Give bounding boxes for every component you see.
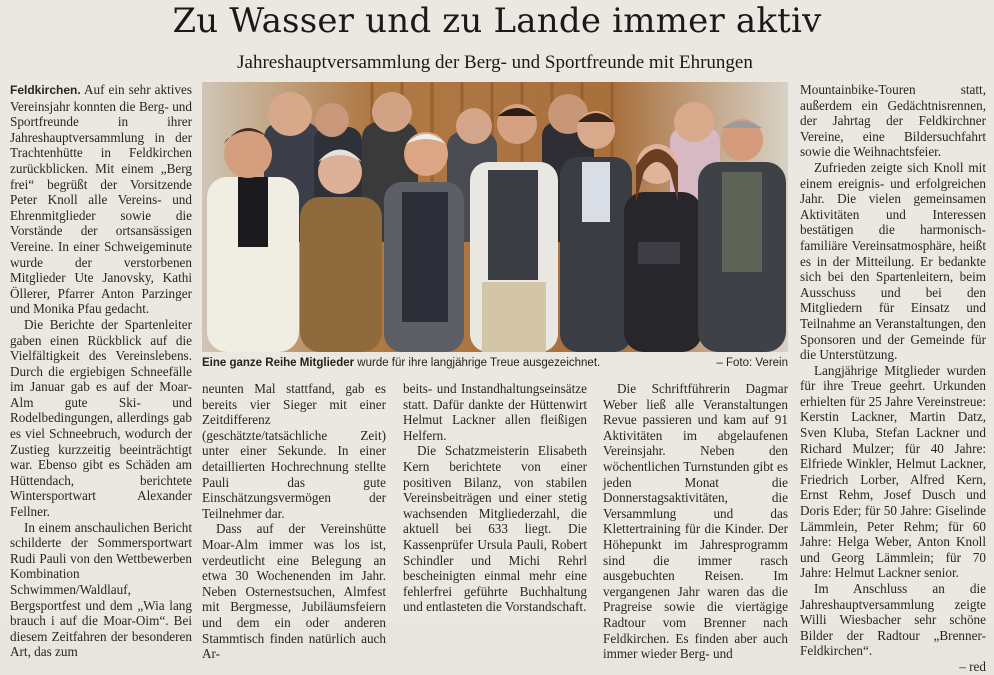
column-3-paragraph-1: beits- und Instandhaltungseinsätze statt. Dafür dankte der Hüttenwirt Helmut Lackner allen fleißigen Helfern. <box>403 381 587 443</box>
dateline: Feldkirchen. <box>10 83 81 97</box>
author-signature: – red <box>959 658 986 674</box>
headline: Zu Wasser und zu Lande immer aktiv <box>172 1 822 41</box>
column-5-paragraph-2: Zufrieden zeigte sich Knoll mit einem ereignis- und erfolgreichen Jahr. Die vielen gemeinsamen Aktivitäten und Interessen bestätigen die harmonisch-familiäre Vereinsatmosphäre, heißt es in der Mitteilung. Er bedankte sich bei den Spartenleitern, beim Ausschuss und bei den Mitgliedern für Einsatz und Teilnahme an Veranstaltungen, den Sponsoren und der Gemeinde für die Unterstützung. <box>800 159 986 363</box>
column-3 <box>403 381 587 617</box>
column-5 <box>800 82 986 674</box>
column-1 <box>10 82 192 660</box>
column-4-paragraph-1: Die Schriftführerin Dagmar Weber ließ alle Veranstaltungen Revue passieren und kam auf 91 Aktivitäten im abgelaufenen Vereinsjahr. Neben den wöchentlichen Turnstunden gibt es jeden Monat die Donnerstagsaktivitäten, die Versammlung und das Klettertraining für die Kinder. Der Höhepunkt im Jahresprogramm sind die immer rasch ausgebuchten Reisen. Im vergangenen Jahr waren das die Pragreise sowie die viertägige Radtour vom Brenner nach Feldkirchen. Es finden aber auch immer wieder Berg- und <box>603 381 788 662</box>
column-1-paragraph-2: Die Berichte der Spartenleiter gaben einen Rückblick auf die Vielfältigkeit des Vereinslebens. Durch die ergiebigen Schneefälle im Januar gab es auf der Moar-Alm gute Ski- und Rodelbedingungen, allerdings gab es viel Schneebruch, wodurch der Zustieg kurzzeitig beeinträchtigt war. Ebenso gibt es Schäden am Hüttendach, berichtete Wintersportwart Alexander Fellner. <box>10 316 192 520</box>
column-1-paragraph-3: In einem anschaulichen Bericht schilderte der Sommersportwart Rudi Pauli von den Wettbewerben Kombination Schwimmen/Waldlauf, Bergsportfest und dem „Wia lang brauch i auf die Moar-Oim“. Bei diesem Zeitfahren der besonderen Art, das zum <box>10 519 192 660</box>
column-2-paragraph-1: neunten Mal stattfand, gab es bereits vier Sieger mit einer Zeitdifferenz (geschätzte/tatsächliche Zeit) unter einer Sekunde. In einer detaillierten Hochrechnung stellte Pauli das gute Einschätzungsvermögen der Teilnehmer dar. <box>202 381 386 521</box>
group-photo <box>202 82 788 352</box>
column-3-paragraph-2: Die Schatzmeisterin Elisabeth Kern berichtete von einer positiven Bilanz, von stabilen Vereinsbeiträgen und einer stetig wachsenden Mitgliederzahl, die aktuell bei 633 liegt. Die Kassenprüfer Ursula Pauli, Robert Schindler und Michi Rehrl bescheinigten einmal mehr eine fehlerfrei geführte Buchhaltung und entlasteten die Vorstandschaft. <box>403 443 587 615</box>
group-photo-illustration <box>202 82 788 352</box>
caption-bold: Eine ganze Reihe Mitglieder <box>202 357 355 369</box>
photo-credit: – Foto: Verein <box>716 357 788 369</box>
subheadline: Jahreshauptversammlung der Berg- und Sportfreunde mit Ehrungen <box>237 52 753 73</box>
column-4 <box>603 381 788 662</box>
column-5-paragraph-1: Mountainbike-Touren statt, außerdem ein Gedächtnisrennen, der Jahrtag der Feldkirchner Vereine, eine Bildersuchfahrt sowie die Weihnachtsfeier. <box>800 82 986 160</box>
column-1-intro: Auf ein sehr aktives Vereinsjahr konnten die Berg- und Sportfreunde in ihrer Jahreshauptversammlung in der Trachtenhütte in Feldkirchen zurückblicken. Mit einem „Berg frei“ begrüßt der Vorsitzende Peter Knoll alle Vereins- und Ehrenmitglieder sowie die Vorstände der ortsansässigen Vereine. In einer Schweigeminute wurde der verstorbenen Mitglieder Ute Janovsky, Kathi Öllerer, Pfarrer Anton Parzinger und Monika Pfau gedacht. <box>10 82 192 317</box>
column-2-paragraph-2: Dass auf der Vereinshütte Moar-Alm immer was los ist, verdeutlicht eine Belegung an etwa 30 Wochenenden im Jahr. Neben Osternestsuchen, Almfest mit Bergmesse, Jubiläumsfeiern und dem ein oder anderen Stammtisch finden natürlich auch Ar- <box>202 521 386 662</box>
column-5-paragraph-4: Im Anschluss an die Jahreshauptversammlung zeigte Willi Wiesbacher sehr schöne Bilder der Radtour „Brenner-Feldkirchen“. <box>800 581 986 659</box>
caption-text: wurde für ihre langjährige Treue ausgezeichnet. <box>354 357 601 369</box>
column-5-paragraph-3: Langjährige Mitglieder wurden für ihre Treue geehrt. Urkunden erhielten für 25 Jahre Vereinstreue: Kerstin Lackner, Martin Datz, Sven Kluba, Stefan Lackner und Richard Mulzer; für 40 Jahre: Elfriede Winkler, Helmut Lackner, Friedrich Lorber, Alfred Kern, Ernst Rehm, Josef Dusch und Doris Eder; für 50 Jahre: Giselinde Lämmlein, Peter Rehm; für 60 Jahre: Helga Weber, Anton Knoll und Georg Lämmlein; für 70 Jahre: Helmut Lackner senior. <box>800 362 986 581</box>
column-2 <box>202 381 386 662</box>
photo-caption <box>202 355 788 371</box>
